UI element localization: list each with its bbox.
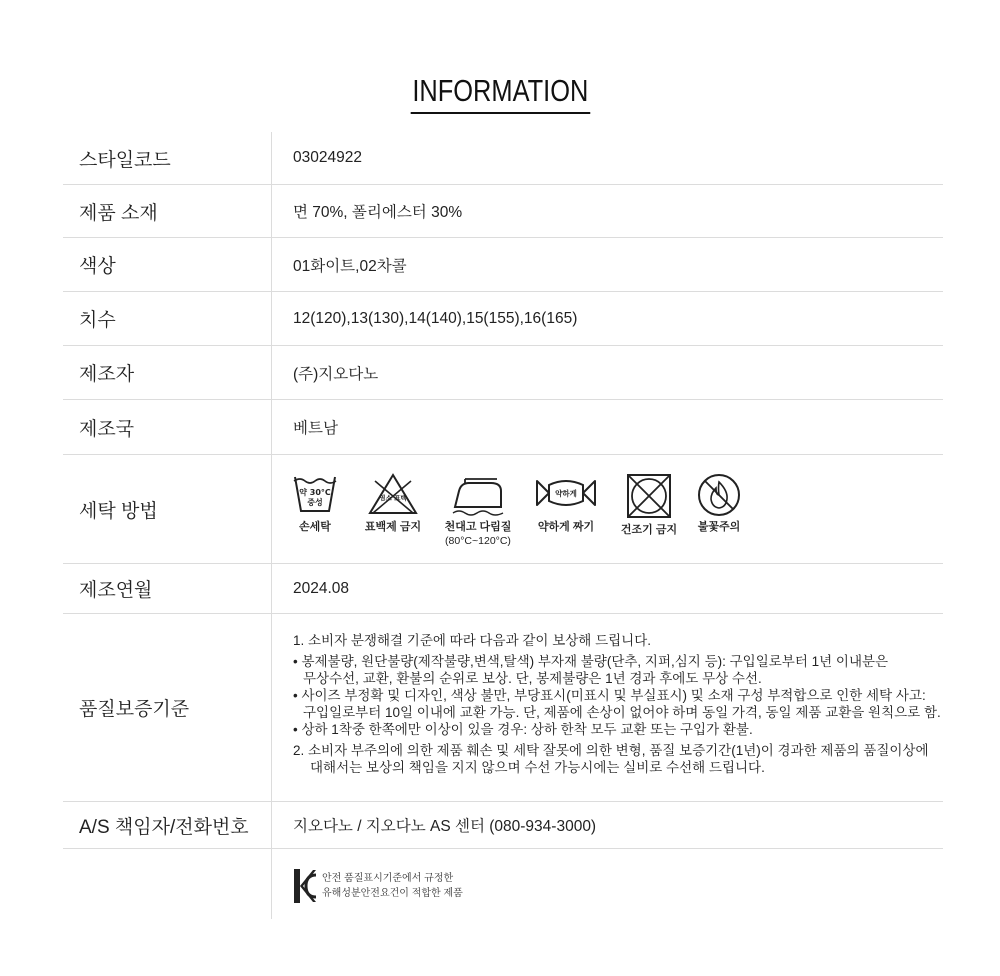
row-value: 12(120),13(130),14(140),15(155),16(165) bbox=[293, 309, 578, 327]
care-iron bbox=[437, 473, 519, 548]
quality-item-2-cont: 대해서는 보상의 책임을 지지 않으며 수선 가능시에는 실비로 수선해 드립니다. bbox=[310, 760, 765, 775]
care-sublabel: (80°C~120°C) bbox=[445, 535, 511, 547]
no-bleach-icon bbox=[367, 473, 419, 517]
kc-certification bbox=[293, 867, 463, 905]
row-label: 제품 소재 bbox=[79, 202, 158, 224]
page-title: INFORMATION bbox=[410, 72, 589, 114]
no-tumble-dry-icon bbox=[626, 473, 672, 521]
row-label: 색상 bbox=[79, 256, 116, 277]
row-value: (주)지오다노 bbox=[293, 365, 379, 383]
kc-line-1: 안전 품질표시기준에서 규정한 bbox=[322, 873, 454, 884]
quality-bullet-1: • 봉제불량, 원단불량(제작불량,변색,탈색) 부자재 불량(단추, 지퍼,심지 등): 구입일로부터 1년 이내분은 bbox=[293, 654, 889, 669]
row-quality bbox=[63, 614, 943, 802]
care-symbols bbox=[285, 473, 765, 553]
care-label: 건조기 금지 bbox=[620, 524, 678, 536]
row-color bbox=[63, 238, 943, 292]
row-as bbox=[63, 802, 943, 849]
care-inner-text: 약 30°C bbox=[299, 488, 331, 497]
row-label: 품질보증기준 bbox=[79, 699, 190, 720]
row-style-code bbox=[63, 132, 943, 185]
care-label: 손세탁 bbox=[299, 521, 331, 533]
row-label: A/S 책임자/전화번호 bbox=[79, 816, 249, 838]
care-inner-text: 염소 표백 bbox=[379, 494, 407, 502]
row-value: 2024.08 bbox=[293, 579, 350, 597]
care-label: 표백제 금지 bbox=[364, 521, 422, 533]
row-value: 지오다노 / 지오다노 AS 센터 (080-934-3000) bbox=[293, 818, 597, 835]
divider bbox=[271, 132, 272, 184]
no-fire-icon bbox=[696, 473, 742, 517]
care-inner-text: 중성 bbox=[307, 498, 323, 507]
title-wrap bbox=[0, 72, 1000, 114]
quality-item-1: 1. 소비자 분쟁해결 기준에 따라 다음과 같이 보상해 드립니다. bbox=[293, 633, 651, 648]
row-label: 세탁 방법 bbox=[79, 500, 158, 522]
divider bbox=[271, 564, 272, 613]
care-nodry bbox=[615, 473, 683, 537]
divider bbox=[271, 849, 272, 919]
row-label: 스타일코드 bbox=[79, 149, 171, 171]
row-size bbox=[63, 292, 943, 346]
row-washing bbox=[63, 455, 943, 564]
kc-text bbox=[322, 871, 463, 901]
divider bbox=[271, 346, 272, 399]
kc-mark-icon bbox=[293, 867, 317, 905]
info-table bbox=[63, 132, 943, 919]
row-value: 베트남 bbox=[293, 420, 338, 437]
kc-line-2: 유해성분안전요건이 적합한 제품 bbox=[322, 888, 463, 899]
row-value: 면 70%, 폴리에스터 30% bbox=[293, 204, 463, 221]
row-value: 01화이트,02차콜 bbox=[293, 257, 407, 275]
divider bbox=[271, 455, 272, 563]
quality-bullet-2: • 사이즈 부정확 및 디자인, 색상 불만, 부당표시(미표시 및 부실표시) 및 소재 구성 부적합으로 인한 세탁 사고: bbox=[293, 688, 926, 703]
row-date bbox=[63, 564, 943, 614]
care-label: 약하게 짜기 bbox=[537, 521, 595, 533]
care-handwash bbox=[285, 473, 345, 534]
care-inner-text: 약하게 bbox=[555, 489, 577, 498]
care-label: 불꽃주의 bbox=[697, 521, 741, 533]
care-wring bbox=[525, 473, 607, 534]
care-label: 천대고 다림질 bbox=[444, 521, 512, 533]
quality-bullet-2-cont: 구입일로부터 10일 이내에 교환 가능. 단, 제품에 손상이 없어야 하며 동일 가격, 동일 제품 교환을 원칙으로 함. bbox=[303, 705, 941, 720]
hand-wash-icon bbox=[292, 473, 338, 517]
row-label: 제조국 bbox=[79, 418, 135, 440]
row-maker bbox=[63, 346, 943, 400]
divider bbox=[271, 614, 272, 801]
divider bbox=[271, 802, 272, 848]
row-country bbox=[63, 400, 943, 455]
row-value: 03024922 bbox=[293, 149, 362, 166]
divider bbox=[271, 400, 272, 454]
divider bbox=[271, 185, 272, 237]
quality-bullet-1-cont: 무상수선, 교환, 환불의 순위로 보상. 단, 봉제불량은 1년 경과 후에도 무상 수선. bbox=[303, 671, 762, 686]
gentle-wring-icon bbox=[535, 473, 597, 517]
divider bbox=[271, 238, 272, 291]
row-label: 치수 bbox=[79, 310, 116, 331]
quality-item-2: 2. 소비자 부주의에 의한 제품 훼손 및 세탁 잘못에 의한 변형, 품질 보증기간(1년)이 경과한 제품의 품질이상에 bbox=[293, 743, 929, 758]
row-label: 제조연월 bbox=[79, 580, 153, 601]
quality-bullet-3: • 상하 1착중 한쪽에만 이상이 있을 경우: 상하 한착 모두 교환 또는 구입가 환불. bbox=[293, 722, 753, 737]
quality-text bbox=[293, 632, 941, 776]
care-fire bbox=[687, 473, 751, 534]
divider bbox=[271, 292, 272, 345]
row-material bbox=[63, 185, 943, 238]
row-kc bbox=[63, 849, 943, 919]
care-nobleach bbox=[355, 473, 431, 534]
row-label: 제조자 bbox=[79, 364, 135, 385]
iron-icon bbox=[449, 473, 507, 517]
